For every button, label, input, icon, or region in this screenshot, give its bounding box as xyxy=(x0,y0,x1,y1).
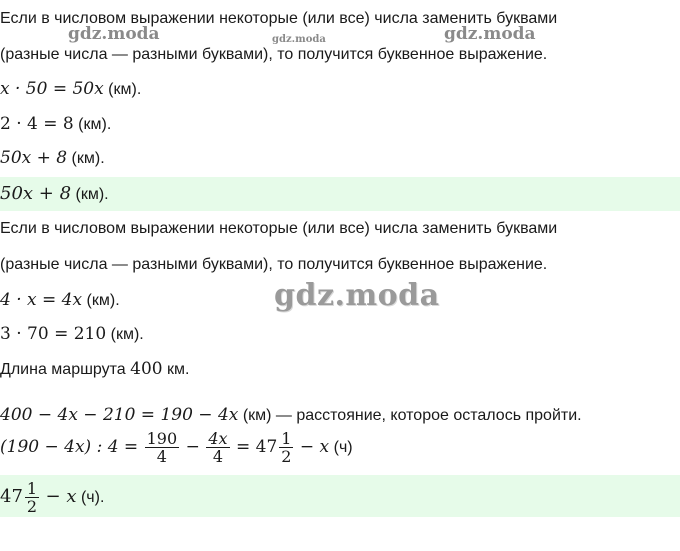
remaining-distance-line xyxy=(0,404,582,427)
unit-label: км. xyxy=(167,361,190,378)
watermark-left: gdz.moda xyxy=(68,24,160,44)
fraction-4x-over-4 xyxy=(206,430,229,465)
fraction-numerator: 1 xyxy=(281,429,292,449)
math-expression: 3 · 70 = 210 xyxy=(0,324,107,344)
equation-line-3 xyxy=(0,147,105,170)
fraction-numerator: 190 xyxy=(146,429,178,449)
answer-whole-part: 47 xyxy=(0,486,23,507)
equals-mixed-number: = 47 xyxy=(235,437,278,457)
equation-line-4 xyxy=(0,289,120,312)
equation-line-2 xyxy=(0,113,111,136)
math-expression: 50x + 8 xyxy=(0,148,68,168)
minus-sign: − xyxy=(185,437,200,457)
fraction-190-over-4 xyxy=(145,430,180,465)
unit-label: (км). xyxy=(75,186,109,203)
fraction-denominator: 4 xyxy=(156,447,167,467)
definition-line-1: Если в числовом выражении некоторые (или все) числа заменить буквами xyxy=(0,10,558,27)
route-length-number: 400 xyxy=(130,359,163,379)
unit-label: (км). xyxy=(71,150,105,167)
watermark-right: gdz.moda xyxy=(444,24,536,44)
math-expression: 400 − 4x − 210 = 190 − 4x xyxy=(0,405,239,425)
math-expression: 2 · 4 = 8 xyxy=(0,114,74,134)
fraction-one-half xyxy=(279,430,293,465)
unit-label: (ч) xyxy=(333,439,353,456)
definition-line-2: (разные числа — разными буквами), то получится буквенное выражение. xyxy=(0,46,548,63)
unit-label: (км). xyxy=(110,326,144,343)
watermark-big: gdz.moda xyxy=(274,278,440,313)
unit-label: (км). xyxy=(108,81,142,98)
equation-line-1 xyxy=(0,78,141,101)
fraction-denominator: 2 xyxy=(281,447,292,467)
fraction-numerator: 1 xyxy=(26,479,38,499)
fraction-numerator: 4x xyxy=(208,429,228,449)
unit-label: (км). xyxy=(78,116,112,133)
math-expression: 4 · x = 4x xyxy=(0,290,83,310)
fraction-denominator: 2 xyxy=(26,497,38,517)
fraction-denominator: 4 xyxy=(212,447,224,467)
route-length-line xyxy=(0,358,190,381)
equation-line-5 xyxy=(0,323,144,346)
definition-line-4: (разные числа — разными буквами), то получится буквенное выражение. xyxy=(0,256,548,273)
unit-label: (ч). xyxy=(80,489,105,506)
math-expression: 50x + 8 xyxy=(0,183,72,204)
answer-line-1 xyxy=(0,183,109,206)
math-expression: x · 50 = 50x xyxy=(0,79,104,99)
speed-equation-line xyxy=(0,429,353,466)
unit-label: (км). xyxy=(86,292,120,309)
math-expression: − x xyxy=(299,437,330,457)
math-expression: − x xyxy=(45,486,77,507)
math-expression: (190 − 4x) : 4 = xyxy=(0,437,139,457)
answer-fraction-one-half xyxy=(25,480,39,515)
remaining-distance-text: (км) — расстояние, которое осталось пройти. xyxy=(242,407,582,424)
watermark-center: gdz.moda xyxy=(272,34,326,45)
definition-line-3: Если в числовом выражении некоторые (или все) числа заменить буквами xyxy=(0,220,558,237)
route-length-text: Длина маршрута xyxy=(0,361,126,378)
answer-line-2 xyxy=(0,479,104,516)
